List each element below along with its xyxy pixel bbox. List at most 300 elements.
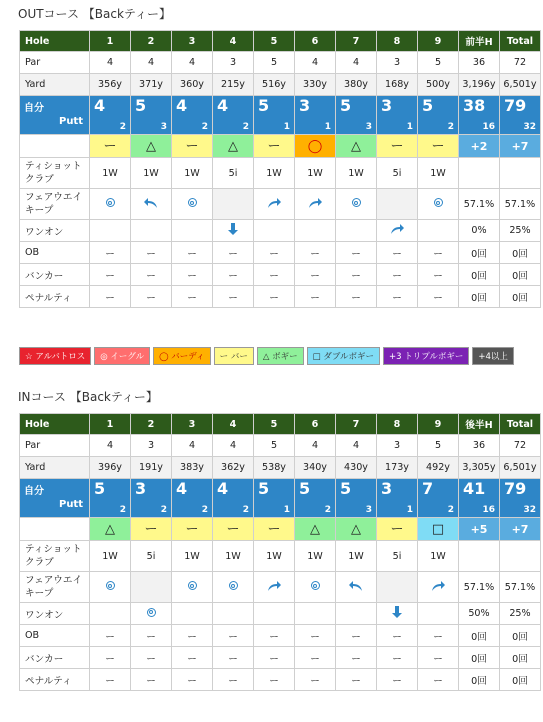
yard-cell: 6,501y — [500, 457, 541, 479]
yard-cell: 371y — [131, 74, 172, 96]
bunker-row — [20, 647, 541, 669]
double-ring-icon — [106, 198, 115, 207]
mark-glyph: ー — [185, 521, 199, 537]
bunker-cell: ー — [254, 264, 295, 286]
row-label: ペナルティ — [20, 669, 90, 691]
result-mark-bogey — [131, 135, 172, 158]
yard-cell: 430y — [336, 457, 377, 479]
header-cell: 後半H — [459, 414, 500, 435]
ob-cell: ー — [418, 625, 459, 647]
result-mark-par — [213, 518, 254, 541]
result-mark-bogey — [336, 135, 377, 158]
yard-cell: 3,196y — [459, 74, 500, 96]
yard-cell: 538y — [254, 457, 295, 479]
putt-count: 16 — [482, 122, 495, 132]
yard-cell: 500y — [418, 74, 459, 96]
penalty-cell: ー — [336, 286, 377, 308]
ob-cell: ー — [295, 625, 336, 647]
row-label: ティショットクラブ — [20, 541, 90, 572]
par-cell: 4 — [172, 435, 213, 457]
mark-glyph: ー — [144, 521, 158, 537]
stroke-count: 3 — [381, 96, 393, 115]
score-cell — [377, 96, 418, 135]
header-cell: 9 — [418, 414, 459, 435]
left-arrow-icon — [143, 202, 159, 213]
yard-cell: 383y — [172, 457, 213, 479]
stroke-count: 5 — [258, 96, 270, 115]
bunker-cell: ー — [336, 647, 377, 669]
header-cell: 4 — [213, 31, 254, 52]
ob-cell: ー — [254, 625, 295, 647]
stroke-count: 4 — [217, 96, 229, 115]
par-cell: 4 — [90, 52, 131, 74]
right-arrow-icon — [266, 202, 282, 213]
bunker-cell: 0回 — [500, 264, 541, 286]
ob-cell: ー — [172, 242, 213, 264]
score-cell — [377, 479, 418, 518]
result-mark-par — [131, 518, 172, 541]
par-cell: 4 — [295, 435, 336, 457]
club-cell: 1W — [90, 158, 131, 189]
mark-glyph: ー — [185, 138, 199, 154]
over-par-total: +5 — [459, 518, 500, 541]
down-arrow-icon — [227, 228, 239, 239]
stroke-count: 79 — [504, 96, 527, 115]
yard-cell: 380y — [336, 74, 377, 96]
empty-cell — [90, 603, 131, 625]
empty-cell — [418, 603, 459, 625]
penalty-cell: 0回 — [459, 669, 500, 691]
putt-count: 1 — [406, 505, 413, 515]
row-label: ティショットクラブ — [20, 158, 90, 189]
par-cell: 3 — [213, 52, 254, 74]
empty-cell — [131, 220, 172, 242]
header-cell: 2 — [131, 31, 172, 52]
yard-cell: 3,305y — [459, 457, 500, 479]
stroke-count: 4 — [94, 96, 106, 115]
header-hole-label: Hole — [20, 414, 90, 435]
bunker-cell: 0回 — [459, 647, 500, 669]
stroke-count: 5 — [340, 96, 352, 115]
score-cell — [459, 96, 500, 135]
result-mark-par — [377, 518, 418, 541]
empty-cell — [213, 189, 254, 220]
par-cell: 3 — [131, 435, 172, 457]
putt-count: 16 — [482, 505, 495, 515]
legend-chip: ー バー — [214, 347, 254, 365]
par-cell: 36 — [459, 435, 500, 457]
empty-cell — [377, 189, 418, 220]
club-cell: 5i — [213, 158, 254, 189]
in-course-title: INコース 【Backティー】 — [18, 390, 158, 404]
icon-cell — [131, 189, 172, 220]
row-label: フェアウエイキープ — [20, 572, 90, 603]
row-label: ペナルティ — [20, 286, 90, 308]
empty-cell — [295, 220, 336, 242]
penalty-cell: ー — [90, 286, 131, 308]
club-cell: 1W — [418, 158, 459, 189]
icon-cell — [336, 572, 377, 603]
right-arrow-icon — [389, 228, 405, 239]
score-cell — [336, 479, 377, 518]
header-cell: 7 — [336, 414, 377, 435]
fairway-rate: 57.1% — [459, 189, 500, 220]
par-cell: 4 — [336, 52, 377, 74]
stroke-count: 3 — [299, 96, 311, 115]
club-cell — [459, 158, 500, 189]
stroke-count: 4 — [217, 479, 229, 498]
penalty-cell: ー — [295, 286, 336, 308]
row-label: Yard — [20, 74, 90, 96]
right-arrow-icon — [430, 585, 446, 596]
score-label-cell — [20, 96, 90, 135]
header-cell: 9 — [418, 31, 459, 52]
fairway-rate: 57.1% — [459, 572, 500, 603]
stroke-count: 5 — [258, 479, 270, 498]
ob-cell: ー — [377, 242, 418, 264]
ob-cell: 0回 — [459, 625, 500, 647]
ob-cell: 0回 — [500, 625, 541, 647]
result-mark-birdie — [295, 135, 336, 158]
double-ring-icon — [311, 581, 320, 590]
putt-count: 2 — [324, 505, 331, 515]
mark-glyph: △ — [228, 138, 238, 154]
penalty-cell: ー — [131, 669, 172, 691]
legend-chip: □ ダブルボギー — [307, 347, 380, 365]
score-cell — [131, 96, 172, 135]
stroke-count: 4 — [176, 479, 188, 498]
icon-cell — [172, 189, 213, 220]
penalty-cell: ー — [377, 286, 418, 308]
par-cell: 72 — [500, 435, 541, 457]
result-mark-bogey — [90, 518, 131, 541]
empty-cell — [336, 220, 377, 242]
stroke-count: 79 — [504, 479, 527, 498]
score-cell — [213, 96, 254, 135]
club-cell: 1W — [213, 541, 254, 572]
icon-cell — [213, 572, 254, 603]
bunker-cell: ー — [213, 264, 254, 286]
bunker-cell: ー — [172, 647, 213, 669]
par-row — [20, 52, 541, 74]
yard-cell: 360y — [172, 74, 213, 96]
bunker-cell: ー — [295, 264, 336, 286]
putt-label: Putt — [58, 116, 83, 127]
result-mark-row — [20, 518, 541, 541]
ob-cell: ー — [90, 625, 131, 647]
header-cell: 8 — [377, 414, 418, 435]
score-row — [20, 479, 541, 518]
club-cell — [500, 158, 541, 189]
score-row — [20, 96, 541, 135]
putt-count: 3 — [365, 505, 372, 515]
putt-count: 2 — [447, 122, 454, 132]
penalty-cell: ー — [418, 669, 459, 691]
fairway-rate: 57.1% — [500, 572, 541, 603]
in-scorecard-table — [19, 413, 541, 691]
empty-cell — [377, 572, 418, 603]
mark-glyph: △ — [351, 138, 361, 154]
one-on-row — [20, 220, 541, 242]
header-cell: 5 — [254, 414, 295, 435]
icon-cell — [336, 189, 377, 220]
club-cell: 5i — [131, 541, 172, 572]
ob-cell: 0回 — [500, 242, 541, 264]
ob-cell: ー — [418, 242, 459, 264]
right-arrow-icon — [266, 585, 282, 596]
score-label: 自分 — [24, 103, 44, 114]
row-label: フェアウエイキープ — [20, 189, 90, 220]
putt-count: 2 — [201, 122, 208, 132]
par-cell: 5 — [418, 52, 459, 74]
putt-count: 2 — [119, 122, 126, 132]
icon-cell — [295, 189, 336, 220]
club-cell: 1W — [418, 541, 459, 572]
header-cell: 6 — [295, 414, 336, 435]
penalty-cell: ー — [254, 669, 295, 691]
empty-cell — [90, 220, 131, 242]
teeshot-row — [20, 158, 541, 189]
bunker-cell: ー — [377, 264, 418, 286]
stroke-count: 5 — [340, 479, 352, 498]
out-scorecard-table — [19, 30, 541, 308]
out-course-title: OUTコース 【Backティー】 — [18, 7, 171, 21]
penalty-cell: ー — [172, 286, 213, 308]
penalty-cell: ー — [172, 669, 213, 691]
yard-cell: 168y — [377, 74, 418, 96]
double-ring-icon — [229, 581, 238, 590]
empty-cell — [213, 603, 254, 625]
mark-glyph: ー — [390, 521, 404, 537]
legend-chip: △ ボギー — [257, 347, 304, 365]
bunker-cell: ー — [254, 647, 295, 669]
par-row — [20, 435, 541, 457]
yard-cell: 173y — [377, 457, 418, 479]
mark-glyph: ー — [103, 138, 117, 154]
par-cell: 5 — [254, 435, 295, 457]
club-cell: 1W — [172, 541, 213, 572]
yard-cell: 6,501y — [500, 74, 541, 96]
empty-cell — [254, 603, 295, 625]
header-row — [20, 414, 541, 435]
ob-cell: ー — [90, 242, 131, 264]
bunker-row — [20, 264, 541, 286]
par-cell: 4 — [213, 435, 254, 457]
header-cell: 1 — [90, 31, 131, 52]
score-cell — [459, 479, 500, 518]
double-ring-icon — [106, 581, 115, 590]
stroke-count: 38 — [463, 96, 486, 115]
mark-glyph: △ — [105, 521, 115, 537]
mark-glyph: □ — [431, 521, 445, 537]
double-ring-icon — [188, 581, 197, 590]
ob-row — [20, 625, 541, 647]
par-cell: 4 — [336, 435, 377, 457]
one-on-row — [20, 603, 541, 625]
bunker-cell: ー — [131, 647, 172, 669]
result-mark-row — [20, 135, 541, 158]
left-arrow-icon — [348, 585, 364, 596]
penalty-row — [20, 286, 541, 308]
over-par-total: +2 — [459, 135, 500, 158]
par-cell: 4 — [131, 52, 172, 74]
yard-cell: 362y — [213, 457, 254, 479]
ob-cell: ー — [254, 242, 295, 264]
club-cell — [459, 541, 500, 572]
ob-cell: ー — [336, 625, 377, 647]
header-cell: Total — [500, 31, 541, 52]
legend-chip: ◯ バーディ — [153, 347, 211, 365]
club-cell: 1W — [90, 541, 131, 572]
double-ring-icon — [352, 198, 361, 207]
empty-cell — [336, 603, 377, 625]
penalty-cell: 0回 — [500, 286, 541, 308]
penalty-cell: ー — [377, 669, 418, 691]
row-label: OB — [20, 242, 90, 264]
par-cell: 36 — [459, 52, 500, 74]
score-cell — [131, 479, 172, 518]
yard-cell: 215y — [213, 74, 254, 96]
icon-cell — [377, 603, 418, 625]
header-cell: 7 — [336, 31, 377, 52]
icon-cell — [90, 189, 131, 220]
ob-cell: 0回 — [459, 242, 500, 264]
bunker-cell: ー — [377, 647, 418, 669]
penalty-cell: ー — [295, 669, 336, 691]
icon-cell — [377, 220, 418, 242]
putt-count: 2 — [160, 505, 167, 515]
putt-count: 2 — [447, 505, 454, 515]
club-cell: 1W — [295, 158, 336, 189]
putt-count: 1 — [283, 122, 290, 132]
bunker-cell: ー — [213, 647, 254, 669]
result-mark-par — [90, 135, 131, 158]
score-cell — [418, 479, 459, 518]
over-par-total: +7 — [500, 135, 541, 158]
club-cell: 1W — [336, 541, 377, 572]
yard-cell: 356y — [90, 74, 131, 96]
bunker-cell: ー — [336, 264, 377, 286]
stroke-count: 5 — [422, 96, 434, 115]
ob-cell: ー — [131, 242, 172, 264]
ob-cell: ー — [295, 242, 336, 264]
header-cell: 前半H — [459, 31, 500, 52]
empty-cell — [131, 572, 172, 603]
header-hole-label: Hole — [20, 31, 90, 52]
row-label: ワンオン — [20, 603, 90, 625]
ob-row — [20, 242, 541, 264]
score-legend — [19, 347, 514, 365]
stroke-count: 3 — [135, 479, 147, 498]
icon-cell — [131, 603, 172, 625]
ob-cell: ー — [377, 625, 418, 647]
empty-cell — [20, 135, 90, 158]
ob-cell: ー — [213, 242, 254, 264]
ob-cell: ー — [336, 242, 377, 264]
par-cell: 5 — [418, 435, 459, 457]
score-cell — [500, 96, 541, 135]
right-arrow-icon — [307, 202, 323, 213]
bunker-cell: ー — [90, 647, 131, 669]
club-cell: 1W — [336, 158, 377, 189]
score-label: 自分 — [24, 486, 44, 497]
mark-glyph: ◯ — [307, 138, 323, 154]
row-label: Par — [20, 435, 90, 457]
score-cell — [213, 479, 254, 518]
header-row — [20, 31, 541, 52]
ob-cell: ー — [131, 625, 172, 647]
bunker-cell: 0回 — [500, 647, 541, 669]
mark-glyph: △ — [310, 521, 320, 537]
putt-count: 1 — [324, 122, 331, 132]
club-cell: 1W — [172, 158, 213, 189]
yard-cell: 516y — [254, 74, 295, 96]
icon-cell — [418, 189, 459, 220]
putt-count: 32 — [523, 505, 536, 515]
icon-cell — [213, 220, 254, 242]
stroke-count: 5 — [135, 96, 147, 115]
club-cell: 1W — [254, 541, 295, 572]
fairway-row — [20, 189, 541, 220]
putt-count: 2 — [242, 122, 249, 132]
header-cell: 8 — [377, 31, 418, 52]
par-cell: 4 — [90, 435, 131, 457]
club-cell: 1W — [131, 158, 172, 189]
bunker-cell: ー — [295, 647, 336, 669]
bunker-cell: ー — [90, 264, 131, 286]
header-cell: 4 — [213, 414, 254, 435]
header-cell: 3 — [172, 31, 213, 52]
down-arrow-icon — [391, 611, 403, 622]
putt-count: 2 — [242, 505, 249, 515]
yard-cell: 492y — [418, 457, 459, 479]
result-mark-bogey — [213, 135, 254, 158]
ob-cell: ー — [213, 625, 254, 647]
header-cell: Total — [500, 414, 541, 435]
score-cell — [90, 96, 131, 135]
score-label-cell — [20, 479, 90, 518]
stroke-count: 3 — [381, 479, 393, 498]
score-cell — [295, 479, 336, 518]
penalty-cell: 0回 — [500, 669, 541, 691]
empty-cell — [295, 603, 336, 625]
putt-count: 2 — [119, 505, 126, 515]
bunker-cell: 0回 — [459, 264, 500, 286]
result-mark-par — [418, 135, 459, 158]
par-cell: 3 — [377, 435, 418, 457]
score-cell — [254, 96, 295, 135]
yard-row — [20, 457, 541, 479]
header-cell: 5 — [254, 31, 295, 52]
empty-cell — [172, 603, 213, 625]
empty-cell — [20, 518, 90, 541]
club-cell: 1W — [254, 158, 295, 189]
putt-count: 1 — [406, 122, 413, 132]
score-cell — [172, 96, 213, 135]
score-cell — [500, 479, 541, 518]
row-label: Yard — [20, 457, 90, 479]
stroke-count: 5 — [299, 479, 311, 498]
penalty-cell: ー — [254, 286, 295, 308]
header-cell: 3 — [172, 414, 213, 435]
score-cell — [90, 479, 131, 518]
fairway-row — [20, 572, 541, 603]
legend-chip: +4以上 — [472, 347, 514, 365]
one-on-rate: 25% — [500, 603, 541, 625]
putt-count: 32 — [523, 122, 536, 132]
bunker-cell: ー — [172, 264, 213, 286]
icon-cell — [90, 572, 131, 603]
